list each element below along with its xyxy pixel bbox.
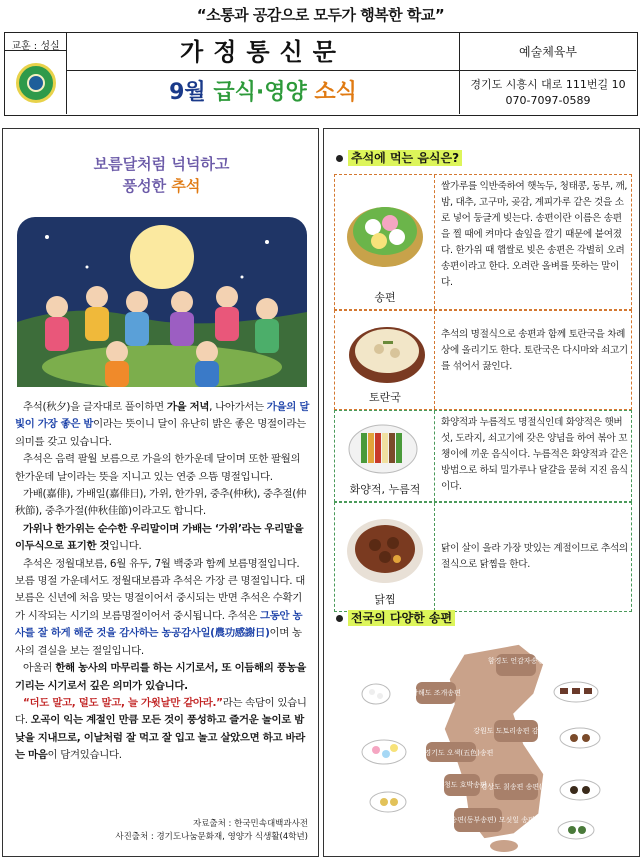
left-heading [3, 153, 320, 197]
subtitle-topic: 급식·영양 [213, 80, 307, 105]
school-address [460, 71, 636, 109]
map-label-gyeongsang: 경상도 칡송편 송편(잎) [480, 783, 552, 791]
heading-chuseok: 추석 [171, 177, 201, 195]
food-desc: 쌀가루를 익반죽하여 햇녹두, 청태콩, 동부, 깨, 밤, 대추, 고구마, 곶감, 계피가루 같은 것을 소로 넣어 둥글게 빚는다. 송편이란 이름은 송편을 찔 때에 켜마다 솔잎을 깔기 때문에 붙여졌다. 한가위 때 햅쌀로 빚은 송편은 각별히 오려송편이라고 한다. 오려란 올벼를 뜻하는 말이다. [441, 181, 628, 288]
para-4: 가위나 한가위는 순수한 우리말이며 가배는 ‘가위’라는 우리말을 이두식으로 표기한 것입니다. [15, 522, 304, 553]
phone-number: 070-7097-0589 [505, 94, 591, 107]
page-subtitle [67, 71, 459, 114]
map-label-chungcheong: 충청도 호박송편 [437, 781, 487, 789]
map-label-hamgyeong: 함경도 언감자송편 [487, 657, 545, 665]
para-2: 추석은 음력 팔월 보름으로 가을의 한가운데 달이며 또한 팔월의 한가운데 날이라는 뜻을 지니고 있는 연중 으뜸 명절입니다. [15, 453, 301, 483]
address-line: 경기도 시흥시 대로 111번길 10 [470, 78, 626, 91]
map-label-gangwon: 강원도 도토리송편 감자송편 [473, 727, 559, 735]
map-label-seoul: 서울,경기도 오색(五色)송편 [408, 749, 494, 757]
para-5: 추석은 정월대보름, 6월 유두, 7월 백중과 함께 보름명절입니다. 보름 명절 가운데서도 정월대보름과 추석은 가장 큰 명절입니다. 대보름은 신년에 처음 맞는 명절이어서 중시되는 반면 추석은 수확기가 시작되는 시기의 보름명절이어서 중시됩니다. 추석은 그동안 농사를 잘 하게 해준 것을 감사하는 농공감사일(農功感謝日)이며 농사의 결실을 보는 절일입니다. [15, 557, 305, 657]
food-pic-cell [335, 175, 435, 309]
school-emblem-icon [16, 63, 56, 103]
section-title-songpyeon: 전국의 다양한 송편 [336, 609, 455, 626]
subtitle-news: 소식 [314, 80, 357, 105]
school-motto: 교훈 : 성실 [5, 33, 66, 51]
songpyeon-icon [335, 175, 435, 285]
food-pic-cell [335, 503, 435, 611]
left-heading-line1: 보름달처럼 넉넉하고 [93, 155, 230, 173]
songpyeon-map [344, 634, 624, 854]
section-title-foods: 추석에 먹는 음식은? [336, 149, 462, 166]
food-table [334, 174, 632, 714]
page-title: 가정통신문 [67, 33, 459, 71]
food-desc: 화양적과 누름적도 명절식인데 화양적은 햇버섯, 도라지, 쇠고기에 갖은 양념을 하여 볶아 꼬챙이에 끼운 음식이다. 누름적은 화양적과 같은 방법으로 하되 밀가루나 달걀을 묻혀 지진 음식이다. [441, 417, 628, 492]
food-desc: 추석의 명절식으로 송편과 함께 토란국을 차례상에 올리기도 한다. 토란국은 다시마와 쇠고기를 섞어서 끓인다. [441, 329, 628, 372]
para-7: “더도 말고, 덜도 말고, 늘 가윗날만 같아라.”라는 속담이 있습니다. 오곡이 익는 계절인 만큼 모든 것이 풍성하고 즐거운 놀이로 밤낮을 지내므로, 이날처럼 잘 먹고 잘 입고 놀고 살았으면 하고 바라는 마음이 담겨있습니다. [15, 696, 307, 762]
food-row-songpyeon [334, 174, 632, 310]
para-3: 가배(嘉俳), 가배일(嘉俳日), 가위, 한가위, 중추(仲秋), 중추절(仲秋節), 중추가절(仲秋佳節)이라고도 합니다. [15, 488, 307, 518]
left-heading-line2 [3, 175, 320, 197]
para-6: 아울러 한해 농사의 마무리를 하는 시기로서, 또 이듬해의 풍농을 기리는 시기로서 깊은 의미가 있습니다. [15, 662, 307, 692]
food-pic-cell [335, 311, 435, 409]
newsletter-header [4, 32, 638, 116]
department-name: 예술체육부 [460, 33, 636, 71]
credit-photo: 사진출처 : 경기도나눔문화재, 영양가 식생활(4학년) [115, 832, 308, 842]
food-name: 닭찜 [374, 593, 396, 606]
school-slogan: “소통과 공감으로 모두가 행복한 학교” [196, 6, 445, 24]
food-name: 화양적, 누름적 [349, 483, 421, 496]
map-label-jeolla: 전라도 꽃송편(동부송편) 모싯잎 송편 [421, 816, 535, 824]
map-label-hwanghae: 황해도 조개송편 [411, 689, 461, 697]
credit-data: 자료출처 : 한국민속대백과사전 [192, 819, 308, 829]
food-row-hwayangjeok [334, 410, 632, 502]
food-name: 송편 [374, 291, 396, 304]
food-name: 토란국 [369, 391, 401, 404]
source-credits [12, 818, 308, 844]
chuseok-article [15, 399, 311, 765]
header-contact-cell [459, 33, 636, 114]
bullet-icon [336, 155, 343, 162]
food-pic-cell [335, 411, 435, 501]
bullet-icon [336, 615, 343, 622]
food-row-dakjjim [334, 502, 632, 612]
food-desc: 닭이 살이 올라 가장 맛있는 계절이므로 추석의 절식으로 닭찜을 한다. [441, 543, 628, 570]
toranguk-icon [335, 311, 435, 393]
header-title-cell [67, 33, 459, 114]
hwayangjeok-icon [335, 411, 435, 485]
right-column [323, 128, 640, 857]
left-column [2, 128, 319, 857]
heading-pre: 풍성한 [122, 177, 172, 195]
para-1: 추석(秋夕)을 글자대로 풀이하면 가을 저녁, 나아가서는 가을의 달빛이 가장 좋은 밤이라는 뜻이니 달이 유난히 밝은 좋은 명절이라는 의미를 갖고 있습니다. [15, 401, 310, 448]
chuseok-illustration [17, 217, 307, 387]
dakjjim-icon [335, 503, 435, 595]
header-motto-cell [5, 33, 67, 114]
subtitle-month: 9월 [169, 80, 206, 105]
food-row-toranguk [334, 310, 632, 410]
